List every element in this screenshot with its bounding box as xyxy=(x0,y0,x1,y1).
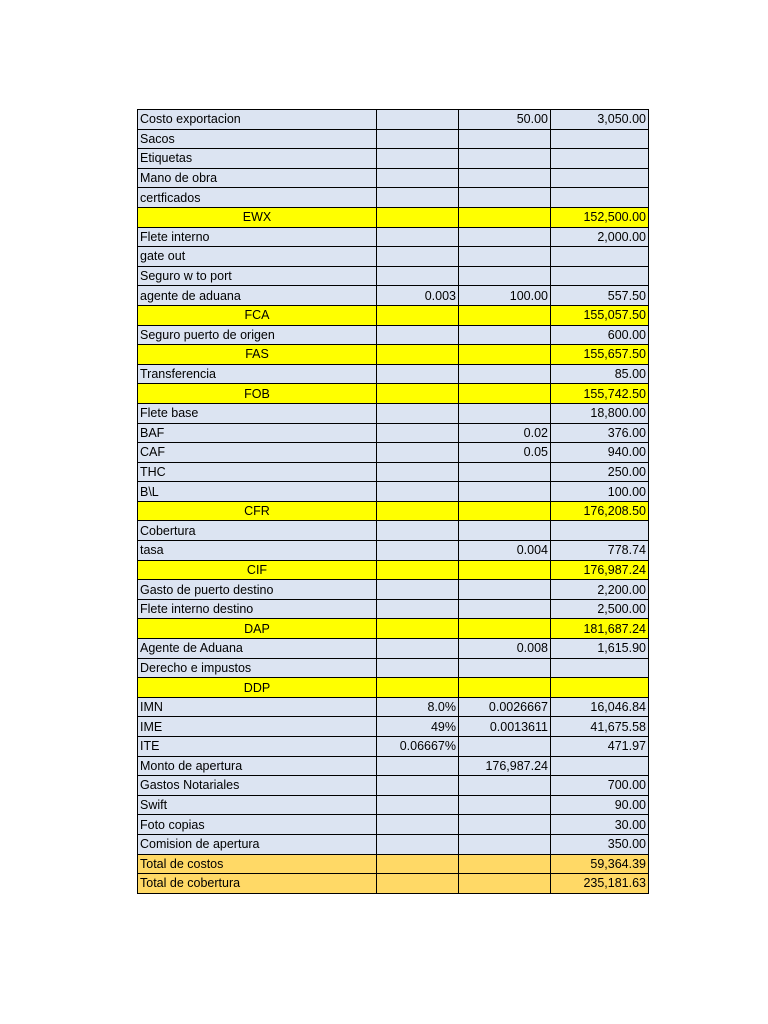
cell-factor xyxy=(459,521,551,541)
cell-factor xyxy=(459,305,551,325)
cell-amount: 557.50 xyxy=(551,286,649,306)
cell-amount: 1,615.90 xyxy=(551,639,649,659)
cell-factor xyxy=(459,599,551,619)
cell-factor xyxy=(459,560,551,580)
cell-label: B\L xyxy=(138,482,377,502)
cell-factor xyxy=(459,580,551,600)
cell-factor: 50.00 xyxy=(459,110,551,130)
table-row xyxy=(138,815,649,835)
cost-table-body xyxy=(138,110,649,894)
cell-label: FAS xyxy=(138,345,377,365)
cell-rate xyxy=(377,815,459,835)
cell-amount: 376.00 xyxy=(551,423,649,443)
cell-label: Foto copias xyxy=(138,815,377,835)
cell-amount xyxy=(551,678,649,698)
table-row xyxy=(138,697,649,717)
cell-label: THC xyxy=(138,462,377,482)
cell-amount: 152,500.00 xyxy=(551,207,649,227)
cell-label: FCA xyxy=(138,305,377,325)
cell-rate xyxy=(377,305,459,325)
table-row xyxy=(138,834,649,854)
cell-rate xyxy=(377,168,459,188)
cell-amount: 18,800.00 xyxy=(551,403,649,423)
cell-rate xyxy=(377,541,459,561)
cell-amount xyxy=(551,168,649,188)
cell-factor: 0.008 xyxy=(459,639,551,659)
cell-rate: 0.003 xyxy=(377,286,459,306)
cell-rate xyxy=(377,188,459,208)
cell-label: Derecho e impustos xyxy=(138,658,377,678)
cell-amount xyxy=(551,188,649,208)
table-row xyxy=(138,129,649,149)
cell-amount: 155,057.50 xyxy=(551,305,649,325)
cell-rate xyxy=(377,501,459,521)
cell-rate xyxy=(377,658,459,678)
cell-factor xyxy=(459,364,551,384)
cell-label: tasa xyxy=(138,541,377,561)
cell-amount: 600.00 xyxy=(551,325,649,345)
cell-label: Cobertura xyxy=(138,521,377,541)
cell-label: IMN xyxy=(138,697,377,717)
cell-rate xyxy=(377,423,459,443)
cell-label: gate out xyxy=(138,247,377,267)
cell-label: Seguro w to port xyxy=(138,266,377,286)
cell-factor xyxy=(459,462,551,482)
table-row xyxy=(138,776,649,796)
total-row xyxy=(138,854,649,874)
table-row xyxy=(138,462,649,482)
cell-rate xyxy=(377,482,459,502)
cell-label: Flete interno xyxy=(138,227,377,247)
cell-label: certficados xyxy=(138,188,377,208)
cell-rate xyxy=(377,854,459,874)
cell-amount: 181,687.24 xyxy=(551,619,649,639)
cell-rate xyxy=(377,678,459,698)
cell-label: Transferencia xyxy=(138,364,377,384)
cell-label: Seguro puerto de origen xyxy=(138,325,377,345)
cell-amount: 471.97 xyxy=(551,737,649,757)
table-row xyxy=(138,325,649,345)
cell-factor xyxy=(459,815,551,835)
cell-label: Monto de apertura xyxy=(138,756,377,776)
cell-amount: 700.00 xyxy=(551,776,649,796)
cell-amount xyxy=(551,149,649,169)
cell-factor: 0.05 xyxy=(459,443,551,463)
cell-rate xyxy=(377,874,459,894)
table-row xyxy=(138,541,649,561)
table-row xyxy=(138,188,649,208)
table-row xyxy=(138,423,649,443)
cell-amount: 30.00 xyxy=(551,815,649,835)
cell-factor xyxy=(459,619,551,639)
table-row xyxy=(138,168,649,188)
cell-rate: 0.06667% xyxy=(377,737,459,757)
cell-label: agente de aduana xyxy=(138,286,377,306)
cell-amount: 100.00 xyxy=(551,482,649,502)
cell-factor xyxy=(459,854,551,874)
table-row xyxy=(138,717,649,737)
total-row xyxy=(138,874,649,894)
cell-amount: 250.00 xyxy=(551,462,649,482)
cell-rate xyxy=(377,776,459,796)
cost-table xyxy=(137,109,649,894)
cell-factor xyxy=(459,678,551,698)
cell-rate: 49% xyxy=(377,717,459,737)
incoterm-row xyxy=(138,619,649,639)
cell-label: Agente de Aduana xyxy=(138,639,377,659)
cell-factor: 100.00 xyxy=(459,286,551,306)
table-row xyxy=(138,521,649,541)
cell-rate xyxy=(377,560,459,580)
cell-factor xyxy=(459,345,551,365)
cell-rate xyxy=(377,756,459,776)
cell-factor xyxy=(459,737,551,757)
incoterm-row xyxy=(138,678,649,698)
cell-label: ITE xyxy=(138,737,377,757)
cell-factor: 0.0026667 xyxy=(459,697,551,717)
cell-label: Flete base xyxy=(138,403,377,423)
cell-factor: 176,987.24 xyxy=(459,756,551,776)
cell-amount: 59,364.39 xyxy=(551,854,649,874)
cell-rate xyxy=(377,129,459,149)
table-row xyxy=(138,658,649,678)
cell-amount xyxy=(551,756,649,776)
cell-label: Gasto de puerto destino xyxy=(138,580,377,600)
cell-rate: 8.0% xyxy=(377,697,459,717)
table-row xyxy=(138,599,649,619)
cell-rate xyxy=(377,639,459,659)
cell-rate xyxy=(377,149,459,169)
cell-rate xyxy=(377,384,459,404)
cell-factor xyxy=(459,149,551,169)
cell-factor xyxy=(459,247,551,267)
cell-label: Flete interno destino xyxy=(138,599,377,619)
cell-amount xyxy=(551,129,649,149)
table-row xyxy=(138,247,649,267)
cell-rate xyxy=(377,580,459,600)
cell-label: Comision de apertura xyxy=(138,834,377,854)
cell-label: DAP xyxy=(138,619,377,639)
cell-factor xyxy=(459,325,551,345)
cell-factor xyxy=(459,874,551,894)
cell-rate xyxy=(377,364,459,384)
cell-rate xyxy=(377,403,459,423)
cell-rate xyxy=(377,227,459,247)
cell-amount: 85.00 xyxy=(551,364,649,384)
cell-label: CFR xyxy=(138,501,377,521)
cell-label: Total de cobertura xyxy=(138,874,377,894)
table-row xyxy=(138,482,649,502)
cell-amount: 176,987.24 xyxy=(551,560,649,580)
table-row xyxy=(138,737,649,757)
cell-label: Etiquetas xyxy=(138,149,377,169)
cell-factor xyxy=(459,482,551,502)
cell-factor xyxy=(459,834,551,854)
cell-amount: 90.00 xyxy=(551,795,649,815)
table-row xyxy=(138,227,649,247)
cell-label: Costo exportacion xyxy=(138,110,377,130)
cell-factor xyxy=(459,207,551,227)
cell-amount: 2,200.00 xyxy=(551,580,649,600)
incoterm-row xyxy=(138,384,649,404)
incoterm-row xyxy=(138,501,649,521)
cell-rate xyxy=(377,207,459,227)
cell-factor xyxy=(459,129,551,149)
incoterm-row xyxy=(138,560,649,580)
cell-label: Sacos xyxy=(138,129,377,149)
cell-factor xyxy=(459,227,551,247)
cell-factor: 0.02 xyxy=(459,423,551,443)
cell-rate xyxy=(377,834,459,854)
cell-factor xyxy=(459,776,551,796)
table-row xyxy=(138,403,649,423)
cell-label: Gastos Notariales xyxy=(138,776,377,796)
cell-amount: 2,000.00 xyxy=(551,227,649,247)
cell-factor xyxy=(459,168,551,188)
cell-amount xyxy=(551,521,649,541)
cell-amount: 176,208.50 xyxy=(551,501,649,521)
cell-amount xyxy=(551,247,649,267)
cell-factor xyxy=(459,658,551,678)
cell-rate xyxy=(377,325,459,345)
table-row xyxy=(138,364,649,384)
cell-rate xyxy=(377,110,459,130)
cell-rate xyxy=(377,599,459,619)
cell-amount: 41,675.58 xyxy=(551,717,649,737)
cell-label: Total de costos xyxy=(138,854,377,874)
cell-amount: 235,181.63 xyxy=(551,874,649,894)
cell-amount xyxy=(551,658,649,678)
table-row xyxy=(138,443,649,463)
cell-amount: 155,657.50 xyxy=(551,345,649,365)
incoterm-row xyxy=(138,345,649,365)
cell-label: EWX xyxy=(138,207,377,227)
incoterm-row xyxy=(138,305,649,325)
cell-rate xyxy=(377,345,459,365)
table-row xyxy=(138,795,649,815)
cell-label: Mano de obra xyxy=(138,168,377,188)
cell-amount: 940.00 xyxy=(551,443,649,463)
cell-rate xyxy=(377,462,459,482)
cell-amount xyxy=(551,266,649,286)
cell-label: FOB xyxy=(138,384,377,404)
table-row xyxy=(138,756,649,776)
cell-rate xyxy=(377,619,459,639)
cell-amount: 155,742.50 xyxy=(551,384,649,404)
cell-factor xyxy=(459,266,551,286)
cell-amount: 778.74 xyxy=(551,541,649,561)
table-row xyxy=(138,110,649,130)
cell-rate xyxy=(377,247,459,267)
table-row xyxy=(138,580,649,600)
cell-label: DDP xyxy=(138,678,377,698)
cell-rate xyxy=(377,521,459,541)
cell-amount: 2,500.00 xyxy=(551,599,649,619)
cell-amount: 350.00 xyxy=(551,834,649,854)
cell-factor xyxy=(459,188,551,208)
table-row xyxy=(138,266,649,286)
cell-label: BAF xyxy=(138,423,377,443)
cell-amount: 3,050.00 xyxy=(551,110,649,130)
cell-label: Swift xyxy=(138,795,377,815)
cell-rate xyxy=(377,795,459,815)
table-row xyxy=(138,286,649,306)
cell-factor xyxy=(459,501,551,521)
table-row xyxy=(138,149,649,169)
cell-label: CAF xyxy=(138,443,377,463)
incoterm-row xyxy=(138,207,649,227)
cell-factor: 0.0013611 xyxy=(459,717,551,737)
cell-amount: 16,046.84 xyxy=(551,697,649,717)
cell-label: IME xyxy=(138,717,377,737)
cell-factor xyxy=(459,795,551,815)
cell-factor xyxy=(459,384,551,404)
cell-factor xyxy=(459,403,551,423)
cell-rate xyxy=(377,443,459,463)
table-row xyxy=(138,639,649,659)
cell-label: CIF xyxy=(138,560,377,580)
cell-rate xyxy=(377,266,459,286)
cell-factor: 0.004 xyxy=(459,541,551,561)
